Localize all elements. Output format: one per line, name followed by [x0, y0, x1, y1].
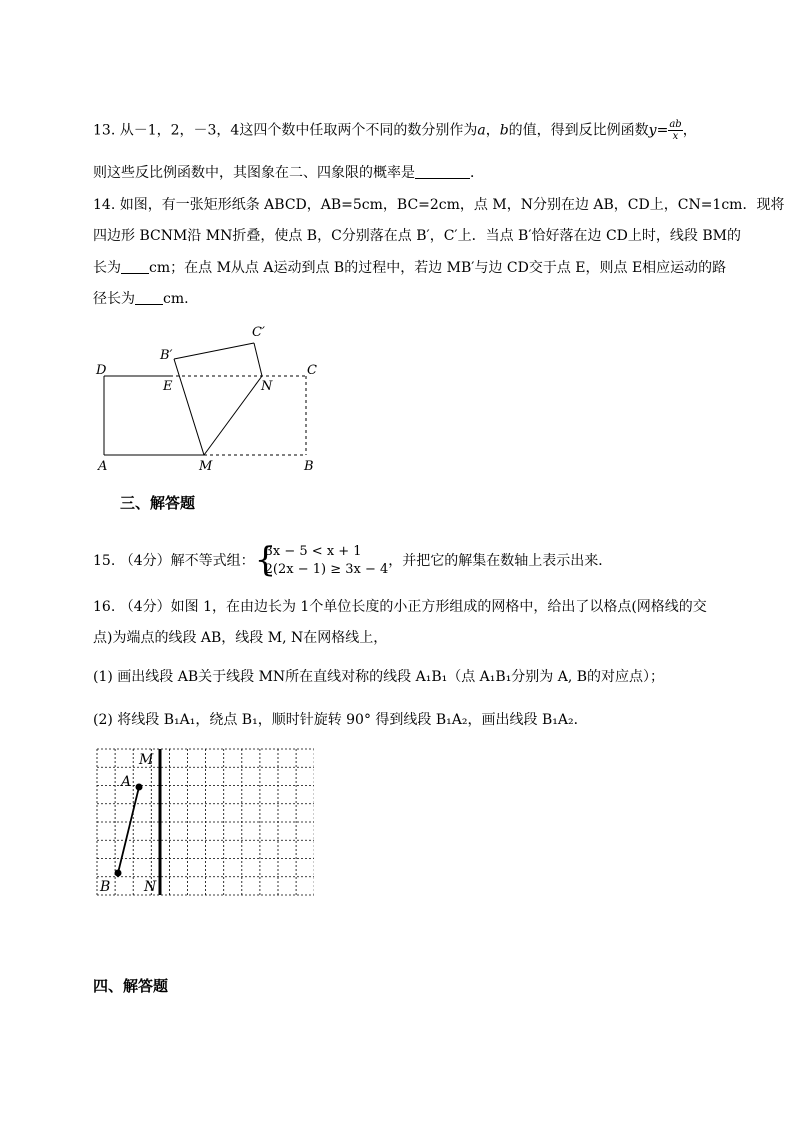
q14-label-D: D [96, 363, 107, 378]
q14-line2: 四边形 BCNM沿 MN折叠，使点 B，C分别落在点 B′，C′上．当点 B′恰好落在边 CD上时，线段 BM的 [93, 228, 741, 244]
q16-point-B [115, 870, 122, 877]
q13-answer-blank[interactable] [415, 164, 470, 179]
q14-figure [90, 318, 330, 478]
q13-text-b: 的值，得到反比例函数 [508, 122, 649, 139]
q13-line2 [93, 163, 484, 183]
q15-inequality-1: 3x − 5 < x + 1 [264, 544, 362, 559]
q14-line3 [93, 258, 726, 278]
q14-line3-b: cm；在点 M从点 A运动到点 B的过程中，若边 MB′与边 CD交于点 E，则点 E相应运动的路 [149, 260, 727, 276]
q14-line4-b: cm. [163, 291, 189, 307]
q14-label-A: A [98, 459, 108, 474]
q16-label-A: A [121, 774, 132, 790]
q14-label-N: N [261, 379, 273, 394]
q13-sep: ， [485, 122, 500, 139]
q16-line1: 16. （4分）如图 1，在由边长为 1个单位长度的小正方形组成的网格中，给出了以格点(网格线的交 [93, 599, 707, 615]
q16-part2: (2) 将线段 B₁A₁，绕点 B₁，顺时针旋转 90° 得到线段 B₁A₂，画出线段 B₁A₂． [93, 712, 588, 728]
q14-label-E: E [163, 379, 173, 394]
q14-label-Bprime: B′ [160, 348, 173, 363]
q13-text-line2: 则这些反比例函数中，其图象在二、四象限的概率是 [93, 165, 415, 181]
q16-part1: (1) 画出线段 AB关于线段 MN所在直线对称的线段 A₁B₁（点 A₁B₁分别为 A, B的对应点）； [93, 669, 665, 685]
q14-side-BprimeCprime [174, 343, 254, 359]
q14-line4 [93, 289, 189, 309]
q15-inequality-2: 2(2x − 1) ≥ 3x − 4 [264, 562, 389, 577]
q16-segment-AB [118, 787, 139, 873]
q14-answer-blank-2[interactable] [135, 290, 163, 305]
q14-side-MBprime [174, 359, 204, 455]
section-3-title: 三、解答题 [120, 494, 196, 512]
q14-line3-a: 长为 [93, 260, 121, 276]
section-4-title: 四、解答题 [93, 977, 169, 995]
q13-var-a: a [477, 122, 486, 139]
q13-text-a: 13. 从－1，2，－3，4这四个数中任取两个不同的数分别作为 [93, 122, 478, 139]
q14-label-Cprime: C′ [252, 325, 265, 340]
q13-func-lhs: y= [648, 122, 669, 139]
q15-suffix: ，并把它的解集在数轴上表示出来． [388, 553, 613, 569]
q14-side-NM [204, 376, 262, 455]
q14-label-M: M [199, 459, 213, 474]
q14-label-C: C [307, 363, 317, 378]
q16-line2: 点)为端点的线段 AB，线段 M, N在网格线上， [93, 630, 388, 646]
q14-side-CprimeN [254, 343, 262, 376]
q13-frac-den: x [672, 131, 679, 142]
q14-line4-a: 径长为 [93, 291, 135, 307]
q16-label-M: M [139, 752, 154, 768]
q13-line1 [93, 119, 697, 142]
q15-line [93, 540, 613, 580]
q13-text-end: ， [682, 122, 697, 139]
q13-frac-num: ab [669, 119, 682, 130]
q16-point-A [136, 784, 143, 791]
q14-label-B: B [304, 459, 314, 474]
q16-label-B: B [100, 879, 111, 895]
q16-grid-figure [94, 746, 314, 900]
q16-label-N: N [144, 879, 157, 895]
q15-prefix: 15. （4分）解不等式组： [93, 553, 255, 569]
q14-line1: 14. 如图，有一张矩形纸条 ABCD，AB=5cm，BC=2cm，点 M，N分别在边 AB，CD上，CN=1cm．现将 [93, 197, 785, 213]
q14-answer-blank-1[interactable] [121, 259, 149, 274]
q15-inequality-system [254, 540, 389, 580]
q13-line2-end: ． [470, 165, 484, 181]
q15-brace-icon: { [254, 540, 277, 580]
q13-var-b: b [499, 122, 509, 139]
q13-fraction [668, 119, 682, 142]
